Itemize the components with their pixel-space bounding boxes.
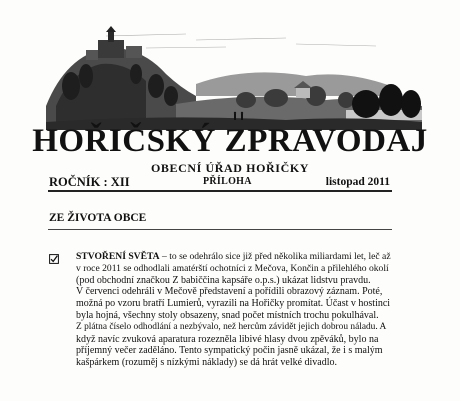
publisher-name: OBECNÍ ÚŘAD HOŘIČKY: [150, 161, 310, 175]
supplement-label: PŘÍLOHA: [203, 176, 252, 187]
article-line: Z plátna číselo odhodlání a nezbývalo, než hercům závidět jejich dobrou náladu. A: [76, 321, 387, 332]
masthead-divider: [48, 190, 392, 192]
article-line: kašpárkem (rozuměj s nízkými náklady) se dá hrát velké divadlo.: [76, 357, 338, 369]
article-body: [76, 251, 392, 369]
article-lead: STVOŘENÍ SVĚTA: [76, 251, 160, 262]
article-line: (pod obchodní značkou Z babiččina kapsáře o.p.s.) ukázat lidstvu pravdu.: [76, 274, 371, 286]
article-line: STVOŘENÍ SVĚTA – to se odehrálo sice již před několika miliardami let, leč až: [76, 251, 391, 262]
article-line: v roce 2011 se odhodlali amatérští ochotníci z Mečova, Končin a přilehlého okolí: [76, 262, 389, 274]
section-divider: [48, 229, 392, 230]
article-line: možná po vzoru bratří Lumierů, vyrazili na Hořičky promítat. Účast v hostinci: [76, 298, 391, 310]
volume-label: ROČNÍK : XII: [49, 175, 130, 189]
checkbox-checked-icon: [49, 254, 59, 264]
masthead-illustration: [46, 26, 422, 130]
issue-date: listopad 2011: [325, 176, 390, 188]
article-line: když navíc zvuková aparatura rozezněla libivé hlasy dvou zpěváků, bylo na: [76, 333, 379, 345]
article-line: V červenci odehráli v Mečově představení a pořídili obrazový záznam. Poté,: [76, 286, 383, 298]
issue-info-row: [49, 174, 390, 190]
section-heading: ZE ŽIVOTA OBCE: [49, 212, 147, 224]
article-line: byla hojná, všechny stoly obsazeny, snad počet místních trochu pokulhával.: [76, 309, 379, 321]
newsletter-title: HOŘIČSKÝ ZPRAVODAJ: [32, 123, 428, 159]
article-line: příjemný večer zaděláno. Tento sympatický počin jasně ukázal, že i s malým: [76, 345, 383, 357]
